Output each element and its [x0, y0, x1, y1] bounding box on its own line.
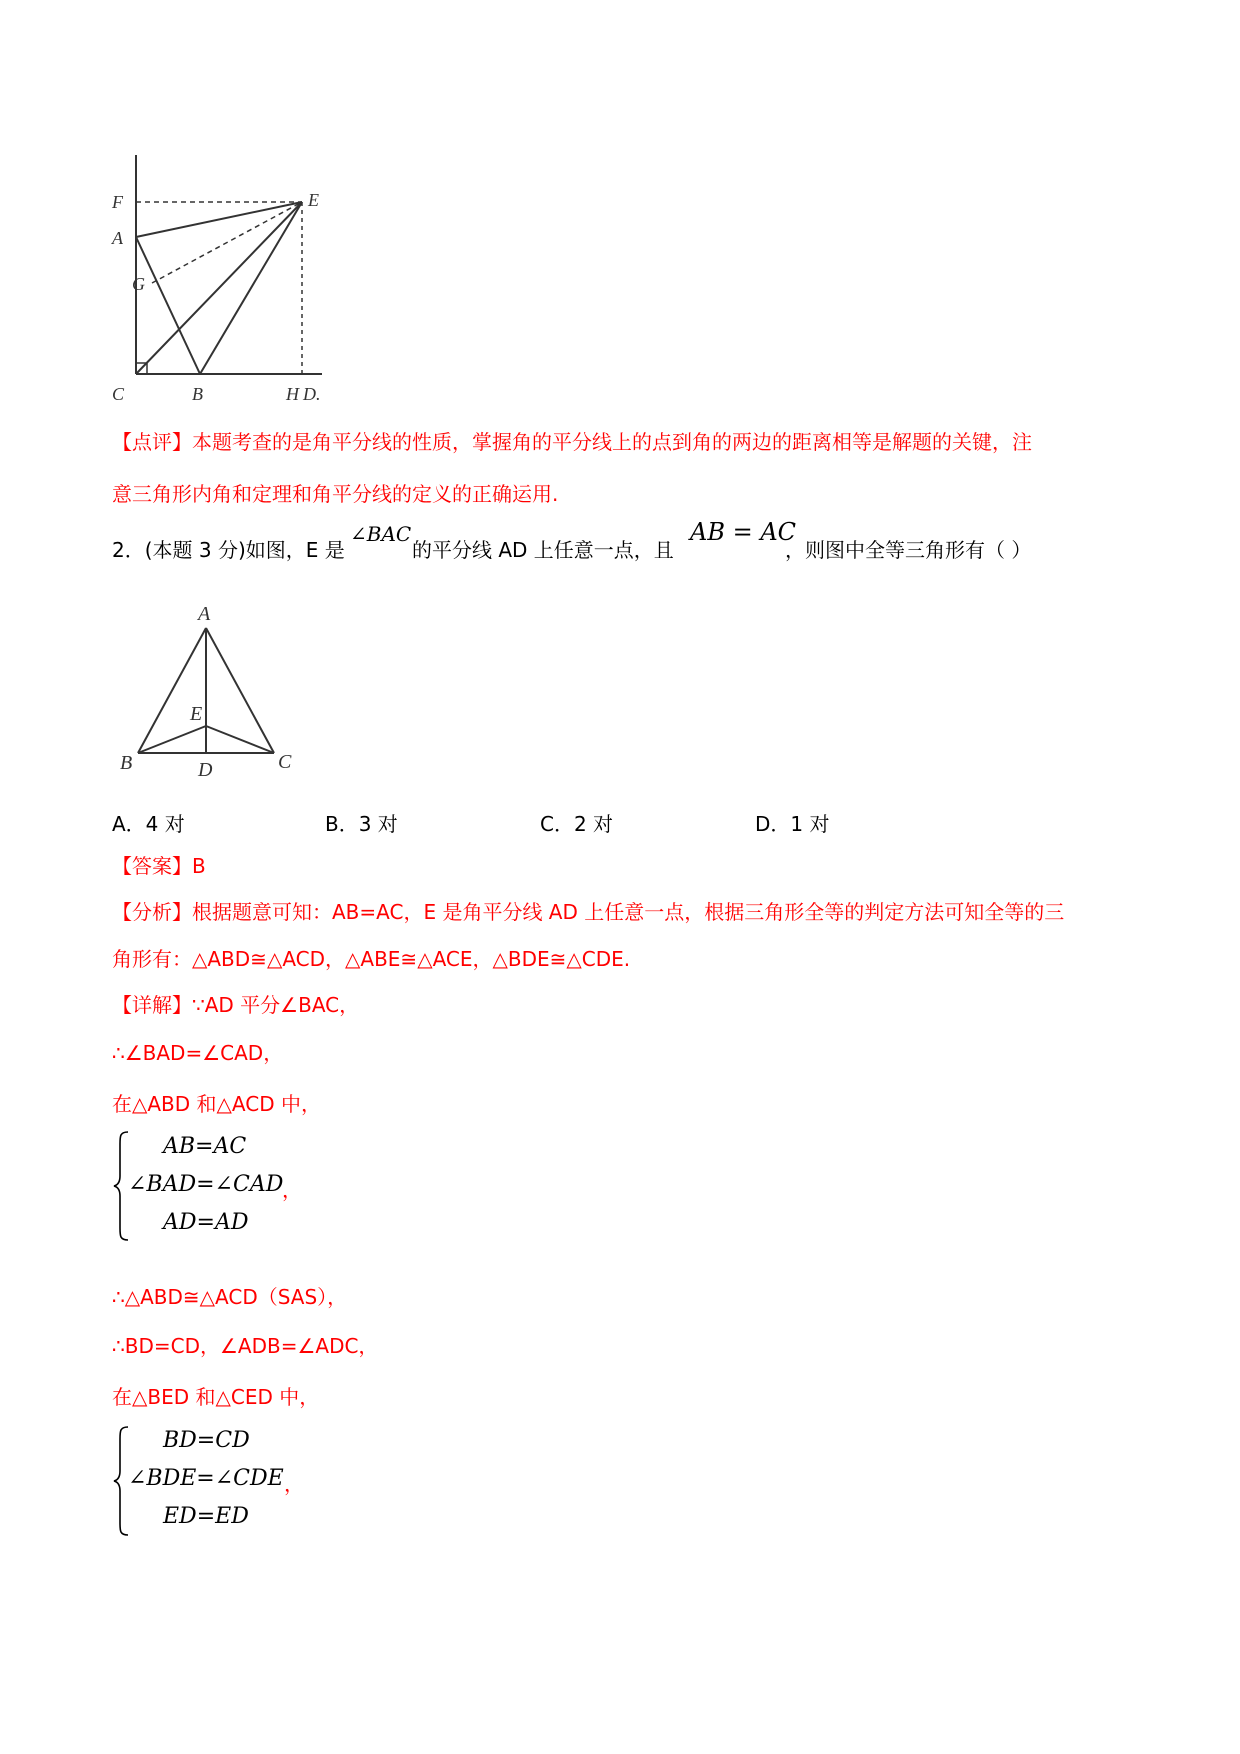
- fig1-label-A: A: [112, 228, 123, 248]
- system-1-eq-3: AD=AD: [163, 1210, 249, 1235]
- question-2-angle-math: ∠BAC: [350, 522, 412, 546]
- option-d[interactable]: D．1 对: [755, 812, 830, 836]
- option-c[interactable]: C．2 对: [540, 812, 614, 836]
- comment-line-2: [112, 482, 558, 506]
- comment-text-1: 本题考查的是角平分线的性质，掌握角的平分线上的点到角的两边的距离相等是解题的关键，注: [192, 430, 1032, 454]
- analysis-tag: 【分析】: [112, 900, 192, 924]
- analysis-text-1: 根据题意可知：AB=AC，E 是角平分线 AD 上任意一点，根据三角形全等的判定方法可知全等的三: [192, 900, 1065, 924]
- question-2-middle: 的平分线 AD 上任意一点，且: [412, 538, 674, 562]
- option-b[interactable]: B．3 对: [325, 812, 398, 836]
- fig1-label-C: C: [112, 384, 125, 404]
- system-2-eq-3: ED=ED: [163, 1504, 249, 1529]
- system-1-eq-2: ∠BAD=∠CAD: [128, 1172, 284, 1197]
- fig1-label-B: B: [192, 384, 203, 404]
- analysis-line-2: [112, 947, 630, 971]
- detail-line-6: 在△BED 和△CED 中，: [112, 1385, 320, 1409]
- fig2-label-B: B: [120, 752, 133, 774]
- system-1-eq-1: AB=AC: [163, 1134, 247, 1159]
- fig1-label-E: E: [308, 190, 319, 210]
- option-a[interactable]: A．4 对: [112, 812, 185, 836]
- system-2-eq-1: BD=CD: [163, 1428, 250, 1453]
- detail-tag: 【详解】: [112, 993, 192, 1017]
- analysis-text-2: 角形有：△ABD≅△ACD，△ABE≅△ACE，△BDE≅△CDE.: [112, 947, 631, 971]
- answer-tag: 【答案】: [112, 854, 192, 878]
- fig1-label-D: D.: [303, 384, 321, 404]
- answer-value: B: [192, 854, 206, 878]
- system-1-comma: ，: [282, 1178, 302, 1202]
- detail-text-1: ∵AD 平分∠BAC，: [192, 993, 360, 1017]
- detail-line-2: ∴∠BAD=∠CAD，: [112, 1041, 284, 1065]
- figure-1-diagram: [110, 150, 340, 410]
- fig2-label-A: A: [198, 603, 211, 625]
- analysis-line-1: [112, 900, 1064, 924]
- question-2-prefix: 2．(本题 3 分)如图，E 是: [112, 538, 345, 562]
- detail-line-3: 在△ABD 和△ACD 中，: [112, 1092, 321, 1116]
- answer-line: [112, 854, 206, 878]
- fig2-label-C: C: [278, 751, 292, 773]
- system-2-comma: ，: [284, 1472, 304, 1496]
- fig2-label-E: E: [190, 703, 203, 725]
- fig1-label-F: F: [112, 192, 123, 212]
- detail-line-5: ∴BD=CD，∠ADB=∠ADC，: [112, 1334, 379, 1358]
- detail-line-1: [112, 993, 359, 1017]
- comment-tag: 【点评】: [112, 430, 192, 454]
- system-2-eq-2: ∠BDE=∠CDE: [128, 1466, 284, 1491]
- comment-text-2: 意三角形内角和定理和角平分线的定义的正确运用.: [112, 482, 559, 506]
- question-2-suffix: ，则图中全等三角形有（ ）: [785, 538, 1032, 562]
- comment-line-1: [112, 430, 1032, 454]
- detail-line-4: ∴△ABD≅△ACD（SAS），: [112, 1285, 348, 1309]
- figure-2-diagram: [112, 598, 312, 783]
- fig1-label-G: G: [132, 274, 145, 294]
- question-2-eq-math: AB = AC: [690, 518, 797, 546]
- fig1-label-H: H: [286, 384, 299, 404]
- fig2-label-D: D: [198, 759, 213, 781]
- question-2: [112, 538, 345, 562]
